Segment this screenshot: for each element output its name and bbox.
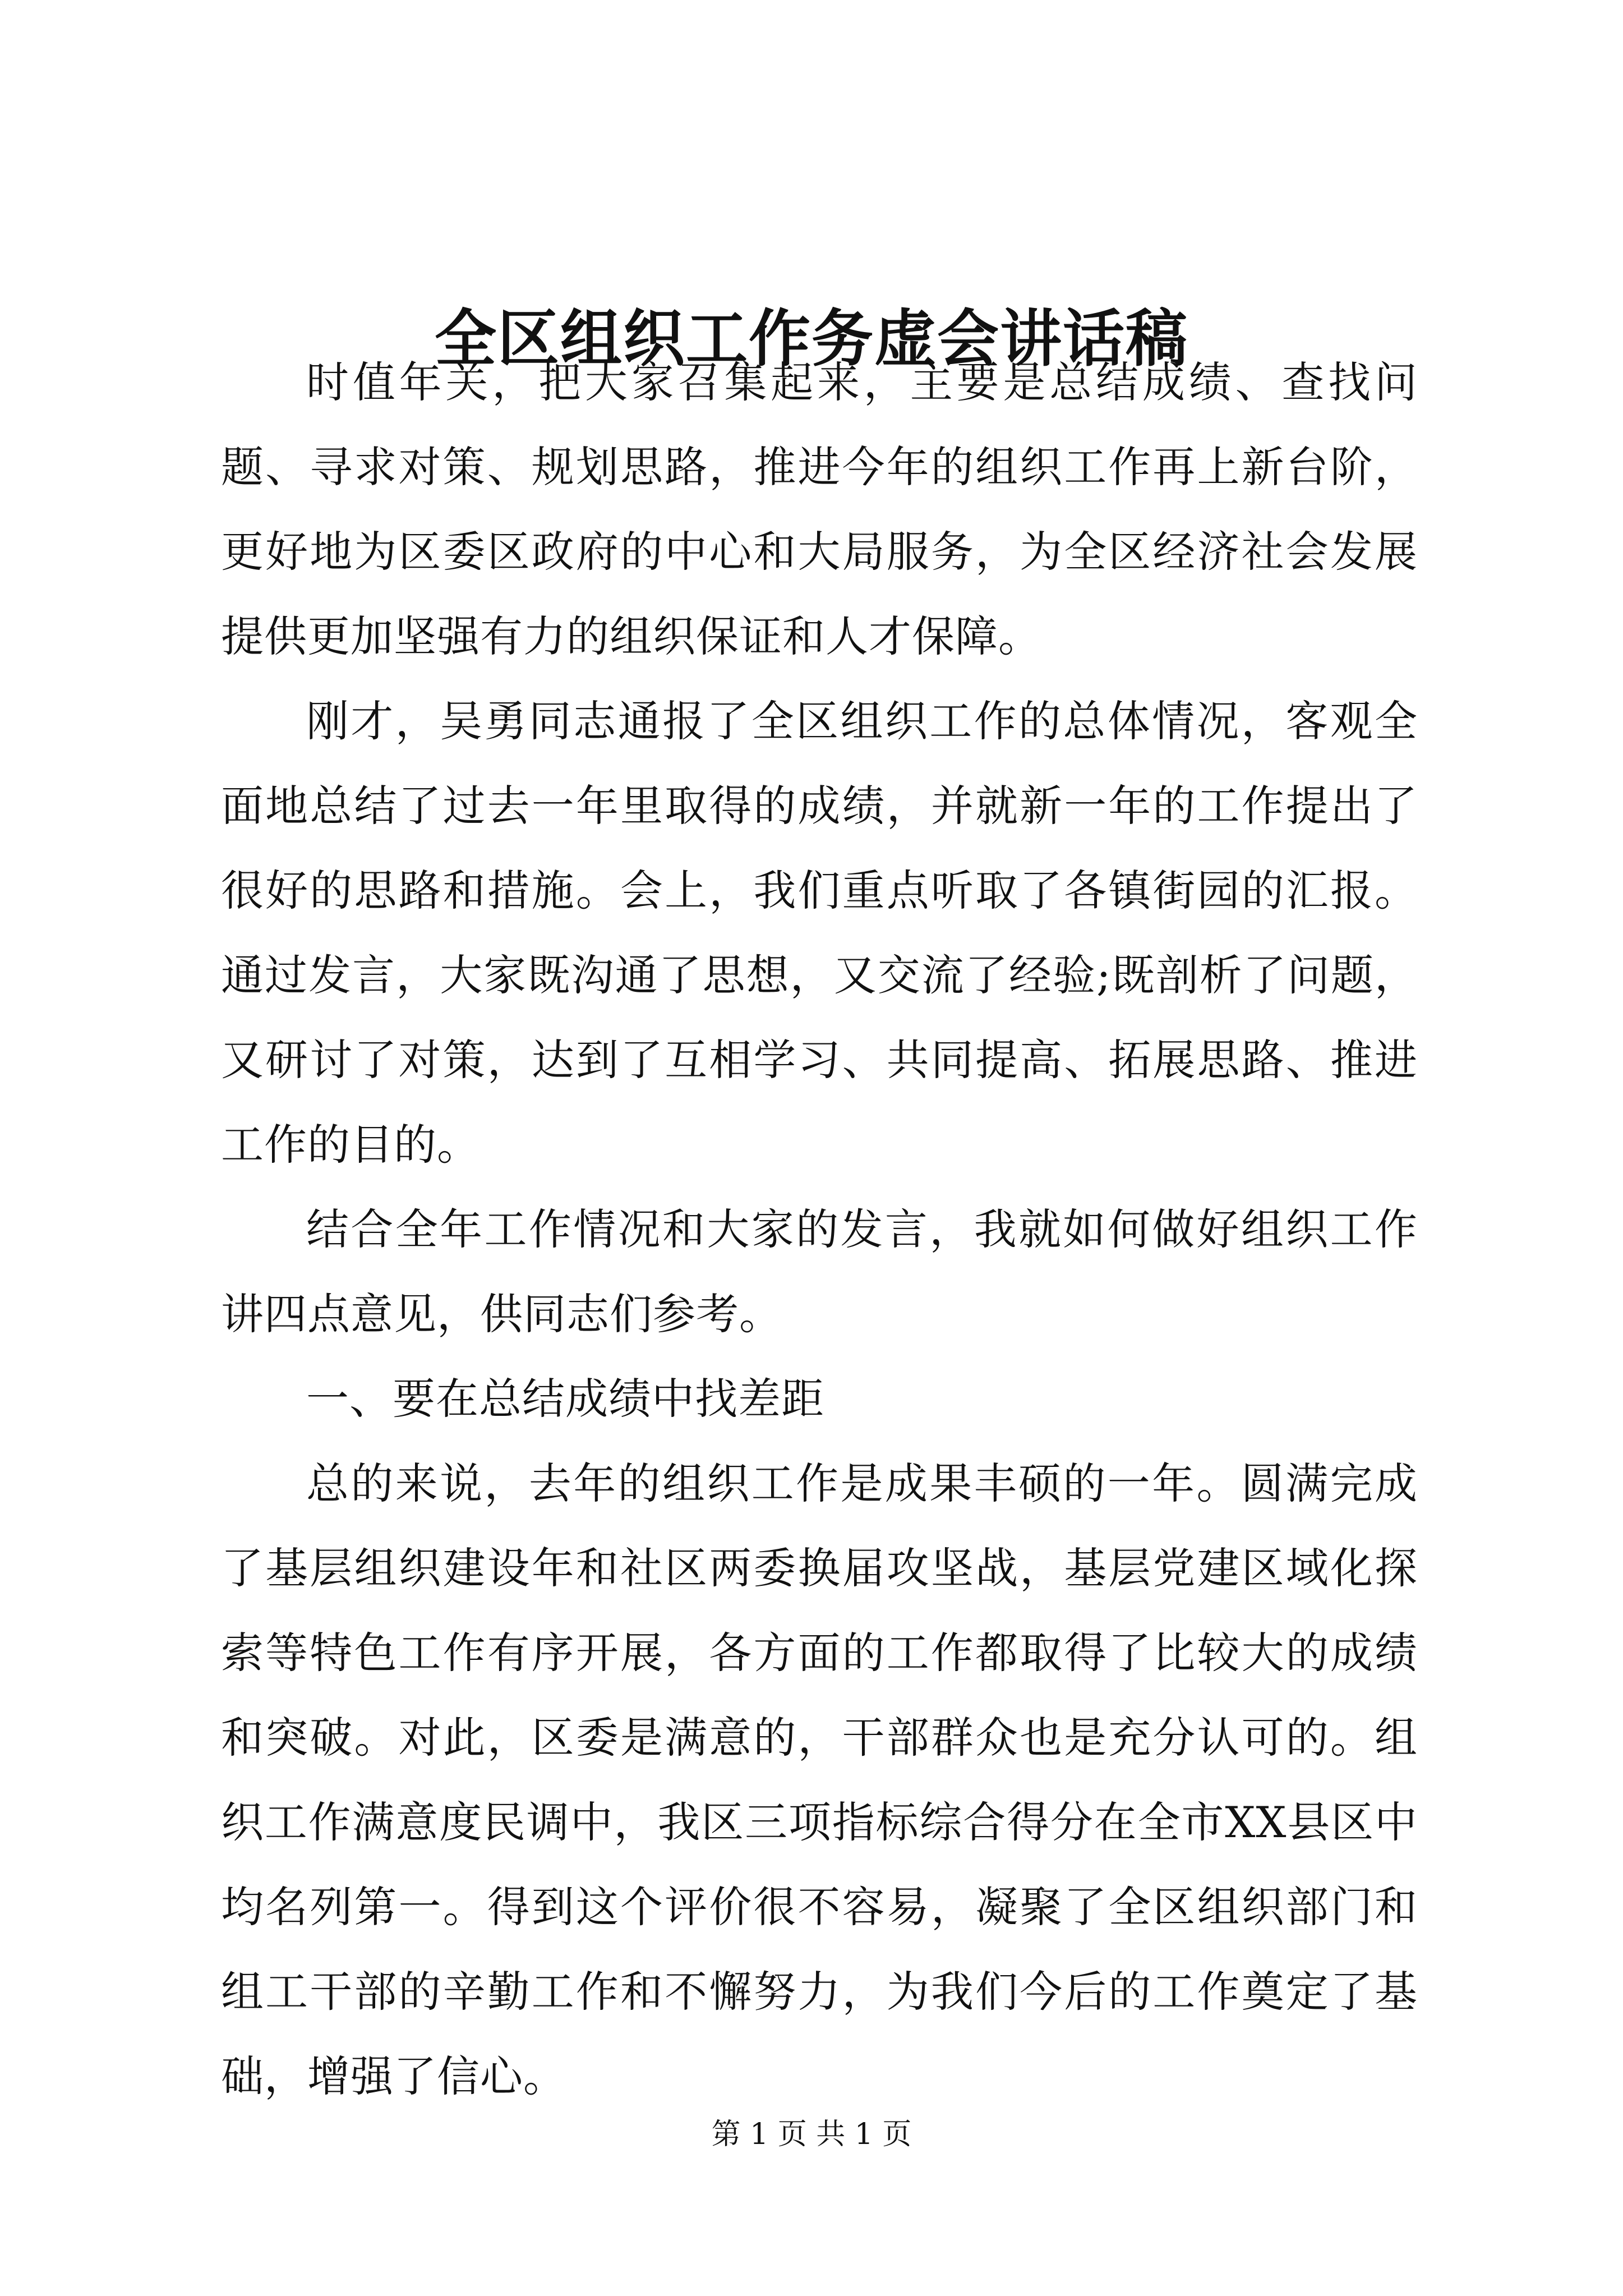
document-body [221,340,1418,2119]
section-heading: 一、要在总结成绩中找差距 [306,1374,824,1424]
page-footer: 第 1 页 共 1 页 [711,2118,912,2151]
paragraph: 时值年关，把大家召集起来，主要是总结成绩、查找问题、寻求对策、规划思路，推进今年的组织工作再上新台阶，更好地为区委区政府的中心和大局服务，为全区经济社会发展提供更加坚强有力的组织保证和人才保障。 [221,357,1418,661]
document-title: 全区组织工作务虚会讲话稿 [435,302,1188,375]
paragraph: 刚才，吴勇同志通报了全区组织工作的总体情况，客观全面地总结了过去一年里取得的成绩，并就新一年的工作提出了很好的思路和措施。会上，我们重点听取了各镇街园的汇报。通过发言，大家既沟通了思想，又交流了经验;既剖析了问题，又研讨了对策，达到了互相学习、共同提高、拓展思路、推进工作的目的。 [221,696,1418,1170]
paragraph: 总的来说，去年的组织工作是成果丰硕的一年。圆满完成了基层组织建设年和社区两委换届攻坚战，基层党建区域化探索等特色工作有序开展，各方面的工作都取得了比较大的成绩和突破。对此，区委是满意的，干部群众也是充分认可的。组织工作满意度民调中，我区三项指标综合得分在全市XX县区中均名列第一。得到这个评价很不容易，凝聚了全区组织部门和组工干部的辛勤工作和不懈努力，为我们今后的工作奠定了基础，增强了信心。 [221,1458,1418,2101]
paragraph: 结合全年工作情况和大家的发言，我就如何做好组织工作讲四点意见，供同志们参考。 [221,1204,1418,1339]
